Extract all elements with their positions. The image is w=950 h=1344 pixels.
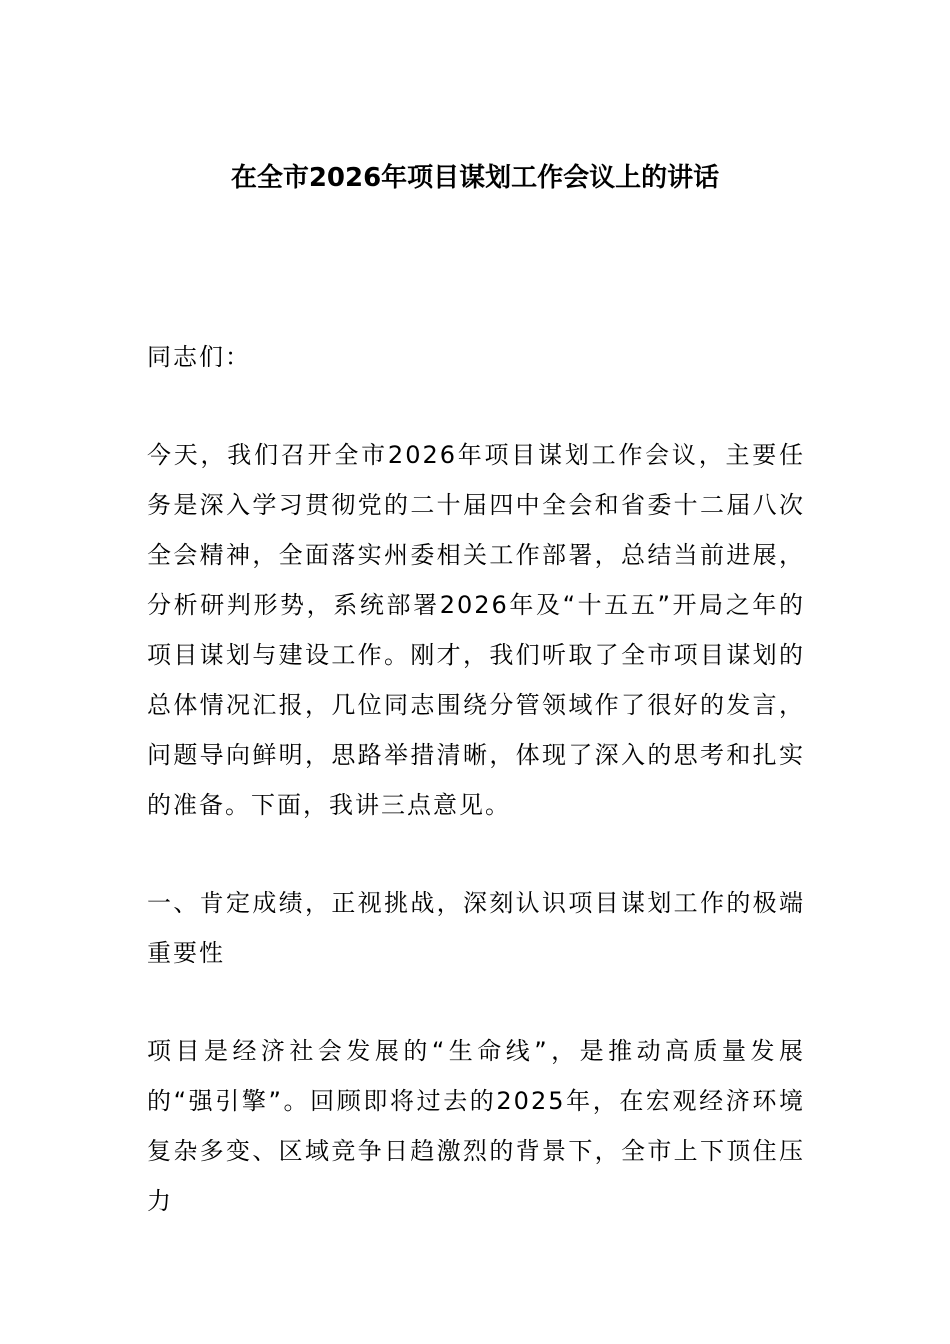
salutation: 同志们：	[147, 343, 251, 371]
document-title: 在全市2026年项目谋划工作会议上的讲话	[230, 163, 720, 193]
section-heading: 一、肯定成绩，正视挑战，深刻认识项目谋划工作的极端重要性	[147, 889, 805, 967]
paragraph-opening: 今天，我们召开全市2026年项目谋划工作会议，主要任务是深入学习贯彻党的二十届四中全会和省委十二届八次全会精神，全面落实州委相关工作部署，总结当前进展，分析研判形势，系统部署2026年及“十五五”开局之年的项目谋划与建设工作。刚才，我们听取了全市项目谋划的总体情况汇报，几位同志围绕分管领域作了很好的发言，问题导向鲜明，思路举措清晰，体现了深入的思考和扎实的准备。下面，我讲三点意见。	[147, 441, 805, 819]
paragraph-body: 项目是经济社会发展的“生命线”，是推动高质量发展的“强引擎”。回顾即将过去的2025年，在宏观经济环境复杂多变、区域竞争日趋激烈的背景下，全市上下顶住压力	[147, 1037, 805, 1215]
